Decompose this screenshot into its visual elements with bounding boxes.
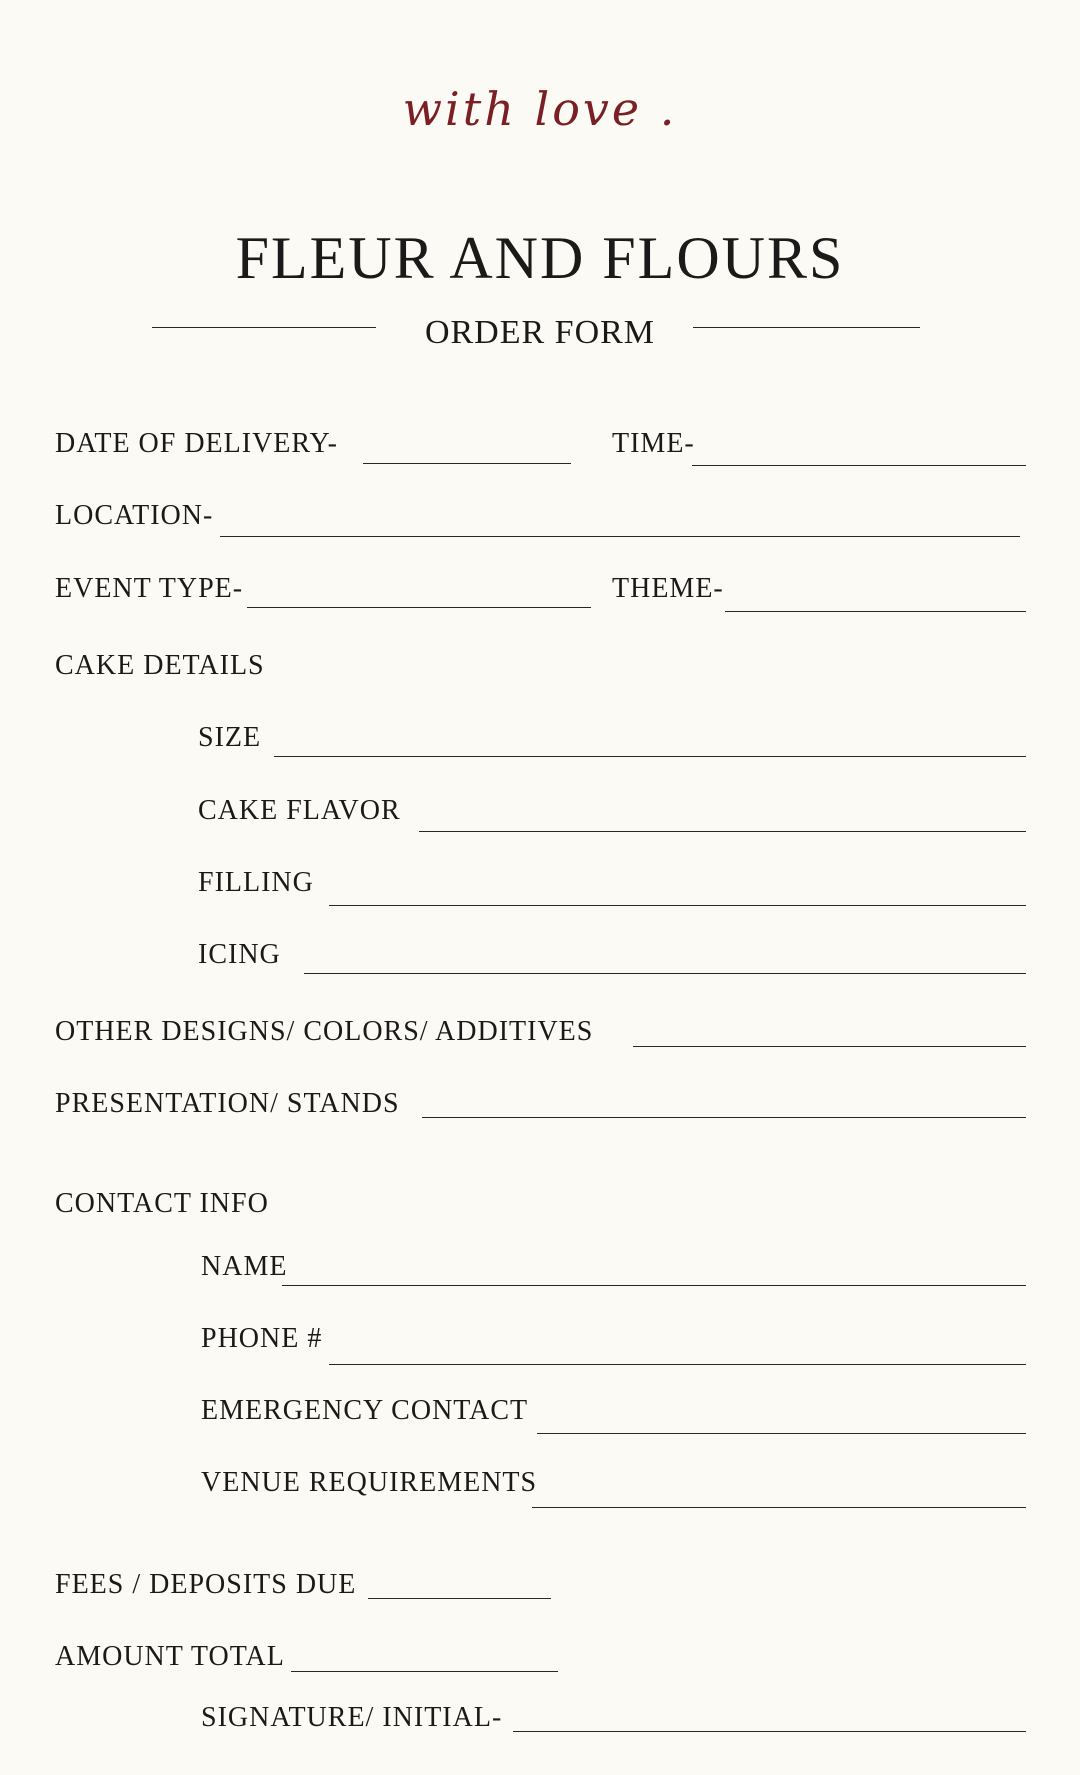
emergency-contact-field[interactable] — [537, 1433, 1026, 1434]
venue-requirements-label: VENUE REQUIREMENTS — [201, 1467, 538, 1498]
name-field[interactable] — [282, 1285, 1026, 1286]
theme-field[interactable] — [725, 611, 1026, 612]
phone-label: PHONE # — [201, 1323, 323, 1354]
time-field[interactable] — [692, 465, 1026, 466]
name-label: NAME — [201, 1251, 288, 1282]
signature-field[interactable] — [513, 1731, 1026, 1732]
venue-requirements-field[interactable] — [532, 1507, 1026, 1508]
cake-flavor-label: CAKE FLAVOR — [198, 795, 401, 826]
filling-label: FILLING — [198, 867, 314, 898]
icing-label: ICING — [198, 939, 281, 970]
presentation-field[interactable] — [422, 1117, 1026, 1118]
phone-field[interactable] — [329, 1364, 1026, 1365]
filling-field[interactable] — [329, 905, 1026, 906]
fees-deposits-label: FEES / DEPOSITS DUE — [55, 1569, 357, 1600]
date-of-delivery-field[interactable] — [363, 463, 571, 464]
location-field[interactable] — [220, 536, 1020, 537]
date-of-delivery-label: DATE OF DELIVERY- — [55, 428, 338, 459]
cake-details-heading: CAKE DETAILS — [55, 650, 265, 681]
amount-total-field[interactable] — [291, 1671, 558, 1672]
size-field[interactable] — [274, 756, 1026, 757]
theme-label: THEME- — [612, 573, 724, 604]
other-designs-field[interactable] — [633, 1046, 1026, 1047]
amount-total-label: AMOUNT TOTAL — [55, 1641, 285, 1672]
other-designs-label: OTHER DESIGNS/ COLORS/ ADDITIVES — [55, 1016, 594, 1047]
size-label: SIZE — [198, 722, 262, 753]
cake-flavor-field[interactable] — [419, 831, 1026, 832]
title-rule-right — [693, 327, 920, 328]
signature-label: SIGNATURE/ INITIAL- — [201, 1702, 503, 1733]
fees-deposits-field[interactable] — [368, 1598, 551, 1599]
emergency-contact-label: EMERGENCY CONTACT — [201, 1395, 529, 1426]
location-label: LOCATION- — [55, 500, 214, 531]
icing-field[interactable] — [304, 973, 1026, 974]
page-subtitle: ORDER FORM — [424, 314, 656, 351]
script-tagline: with love . — [402, 82, 678, 136]
event-type-label: EVENT TYPE- — [55, 573, 244, 604]
time-label: TIME- — [612, 428, 695, 459]
event-type-field[interactable] — [247, 607, 591, 608]
page-title: FLEUR AND FLOURS — [235, 225, 845, 291]
contact-info-heading: CONTACT INFO — [55, 1188, 269, 1219]
presentation-label: PRESENTATION/ STANDS — [55, 1088, 400, 1119]
